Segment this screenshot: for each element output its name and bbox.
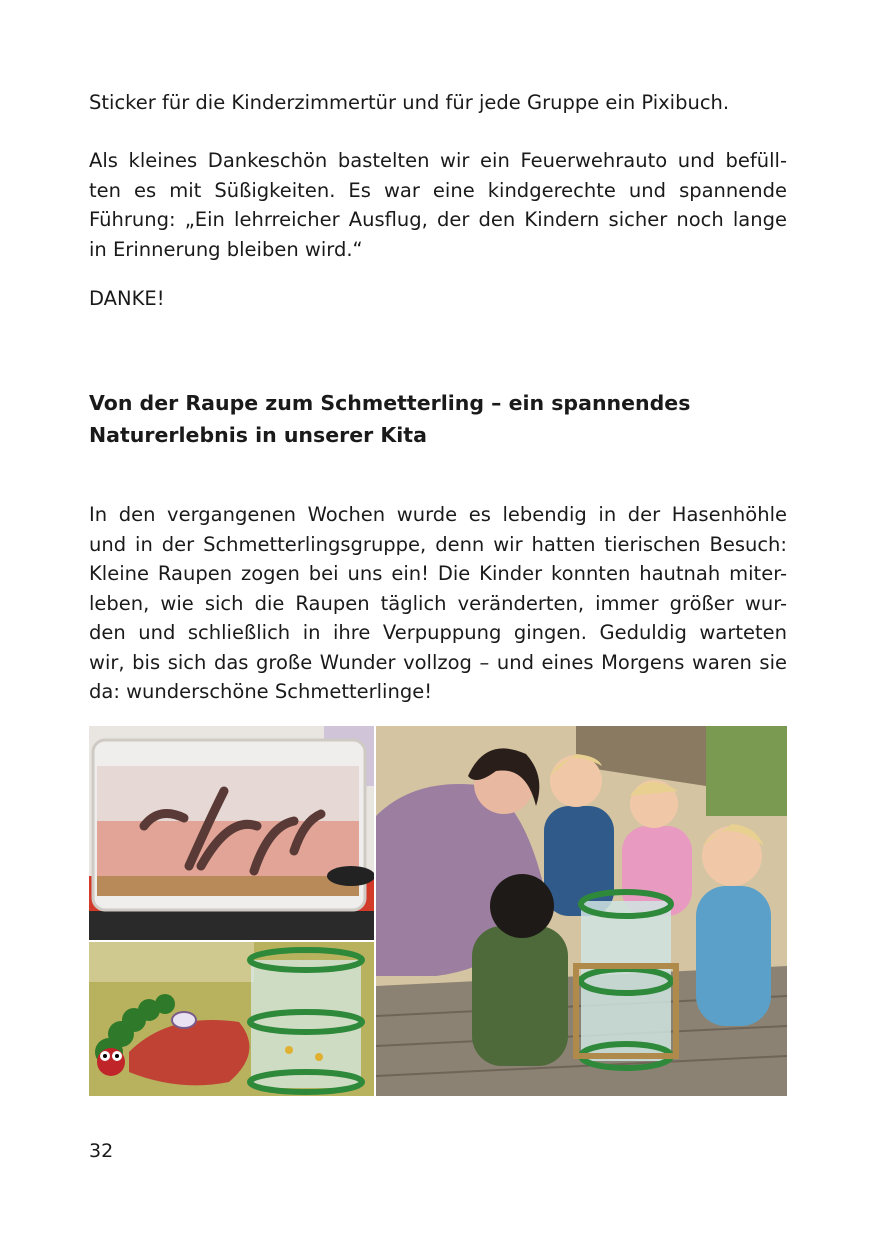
heading-line: Von der Raupe zum Schmetterling – ein spannendes: [89, 391, 691, 415]
text-line: Kleine Raupen zogen bei uns ein! Die Kinder konnten hautnah miter-: [89, 562, 787, 585]
text-line: und in der Schmetterlingsgruppe, denn wir hatten tierischen Besuch:: [89, 532, 787, 556]
butterfly-net-illustration: [89, 942, 374, 1096]
caterpillars-in-box-illustration: [89, 726, 374, 940]
text-line: Führung: „Ein lehrreicher Ausflug, der den Kindern sicher noch lange: [89, 208, 787, 231]
paragraph-thanks: [89, 146, 787, 264]
heading-line: Naturerlebnis in unserer Kita: [89, 423, 427, 447]
text-line: ten es mit Süßigkeiten. Es war eine kindgerechte und spannende: [89, 178, 787, 202]
page-number: 32: [89, 1140, 114, 1162]
text-line: da: wunderschöne Schmetterlinge!: [89, 680, 433, 703]
butterfly-net-photo: [89, 942, 374, 1096]
section-heading: [89, 387, 787, 451]
text-line: in Erinnerung bleiben wird.“: [89, 237, 363, 261]
text-line: In den vergangenen Wochen wurde es lebendig in der Hasenhöhle: [89, 503, 787, 526]
children-with-net-photo: [376, 726, 787, 1096]
text-line: DANKE!: [89, 287, 165, 310]
text-line: den und schließlich in ihre Verpuppung gingen. Geduldig warteten: [89, 621, 787, 644]
photo-collage: [89, 726, 787, 1096]
caterpillars-in-box-photo: [89, 726, 374, 940]
paragraph-caterpillars: [89, 500, 787, 707]
text-line: wir, bis sich das große Wunder vollzog – und eines Morgens waren sie: [89, 650, 787, 674]
text-line: Als kleines Dankeschön bastelten wir ein Feuerwehrauto und befüll-: [89, 149, 787, 172]
text-line: leben, wie sich die Raupen täglich veränderten, immer größer wur-: [89, 591, 787, 615]
children-with-net-illustration: [376, 726, 787, 1096]
paragraph-danke: [89, 284, 787, 314]
text-line: Sticker für die Kinderzimmertür und für jede Gruppe ein Pixibuch.: [89, 91, 730, 114]
paragraph-sticker: [89, 88, 787, 118]
